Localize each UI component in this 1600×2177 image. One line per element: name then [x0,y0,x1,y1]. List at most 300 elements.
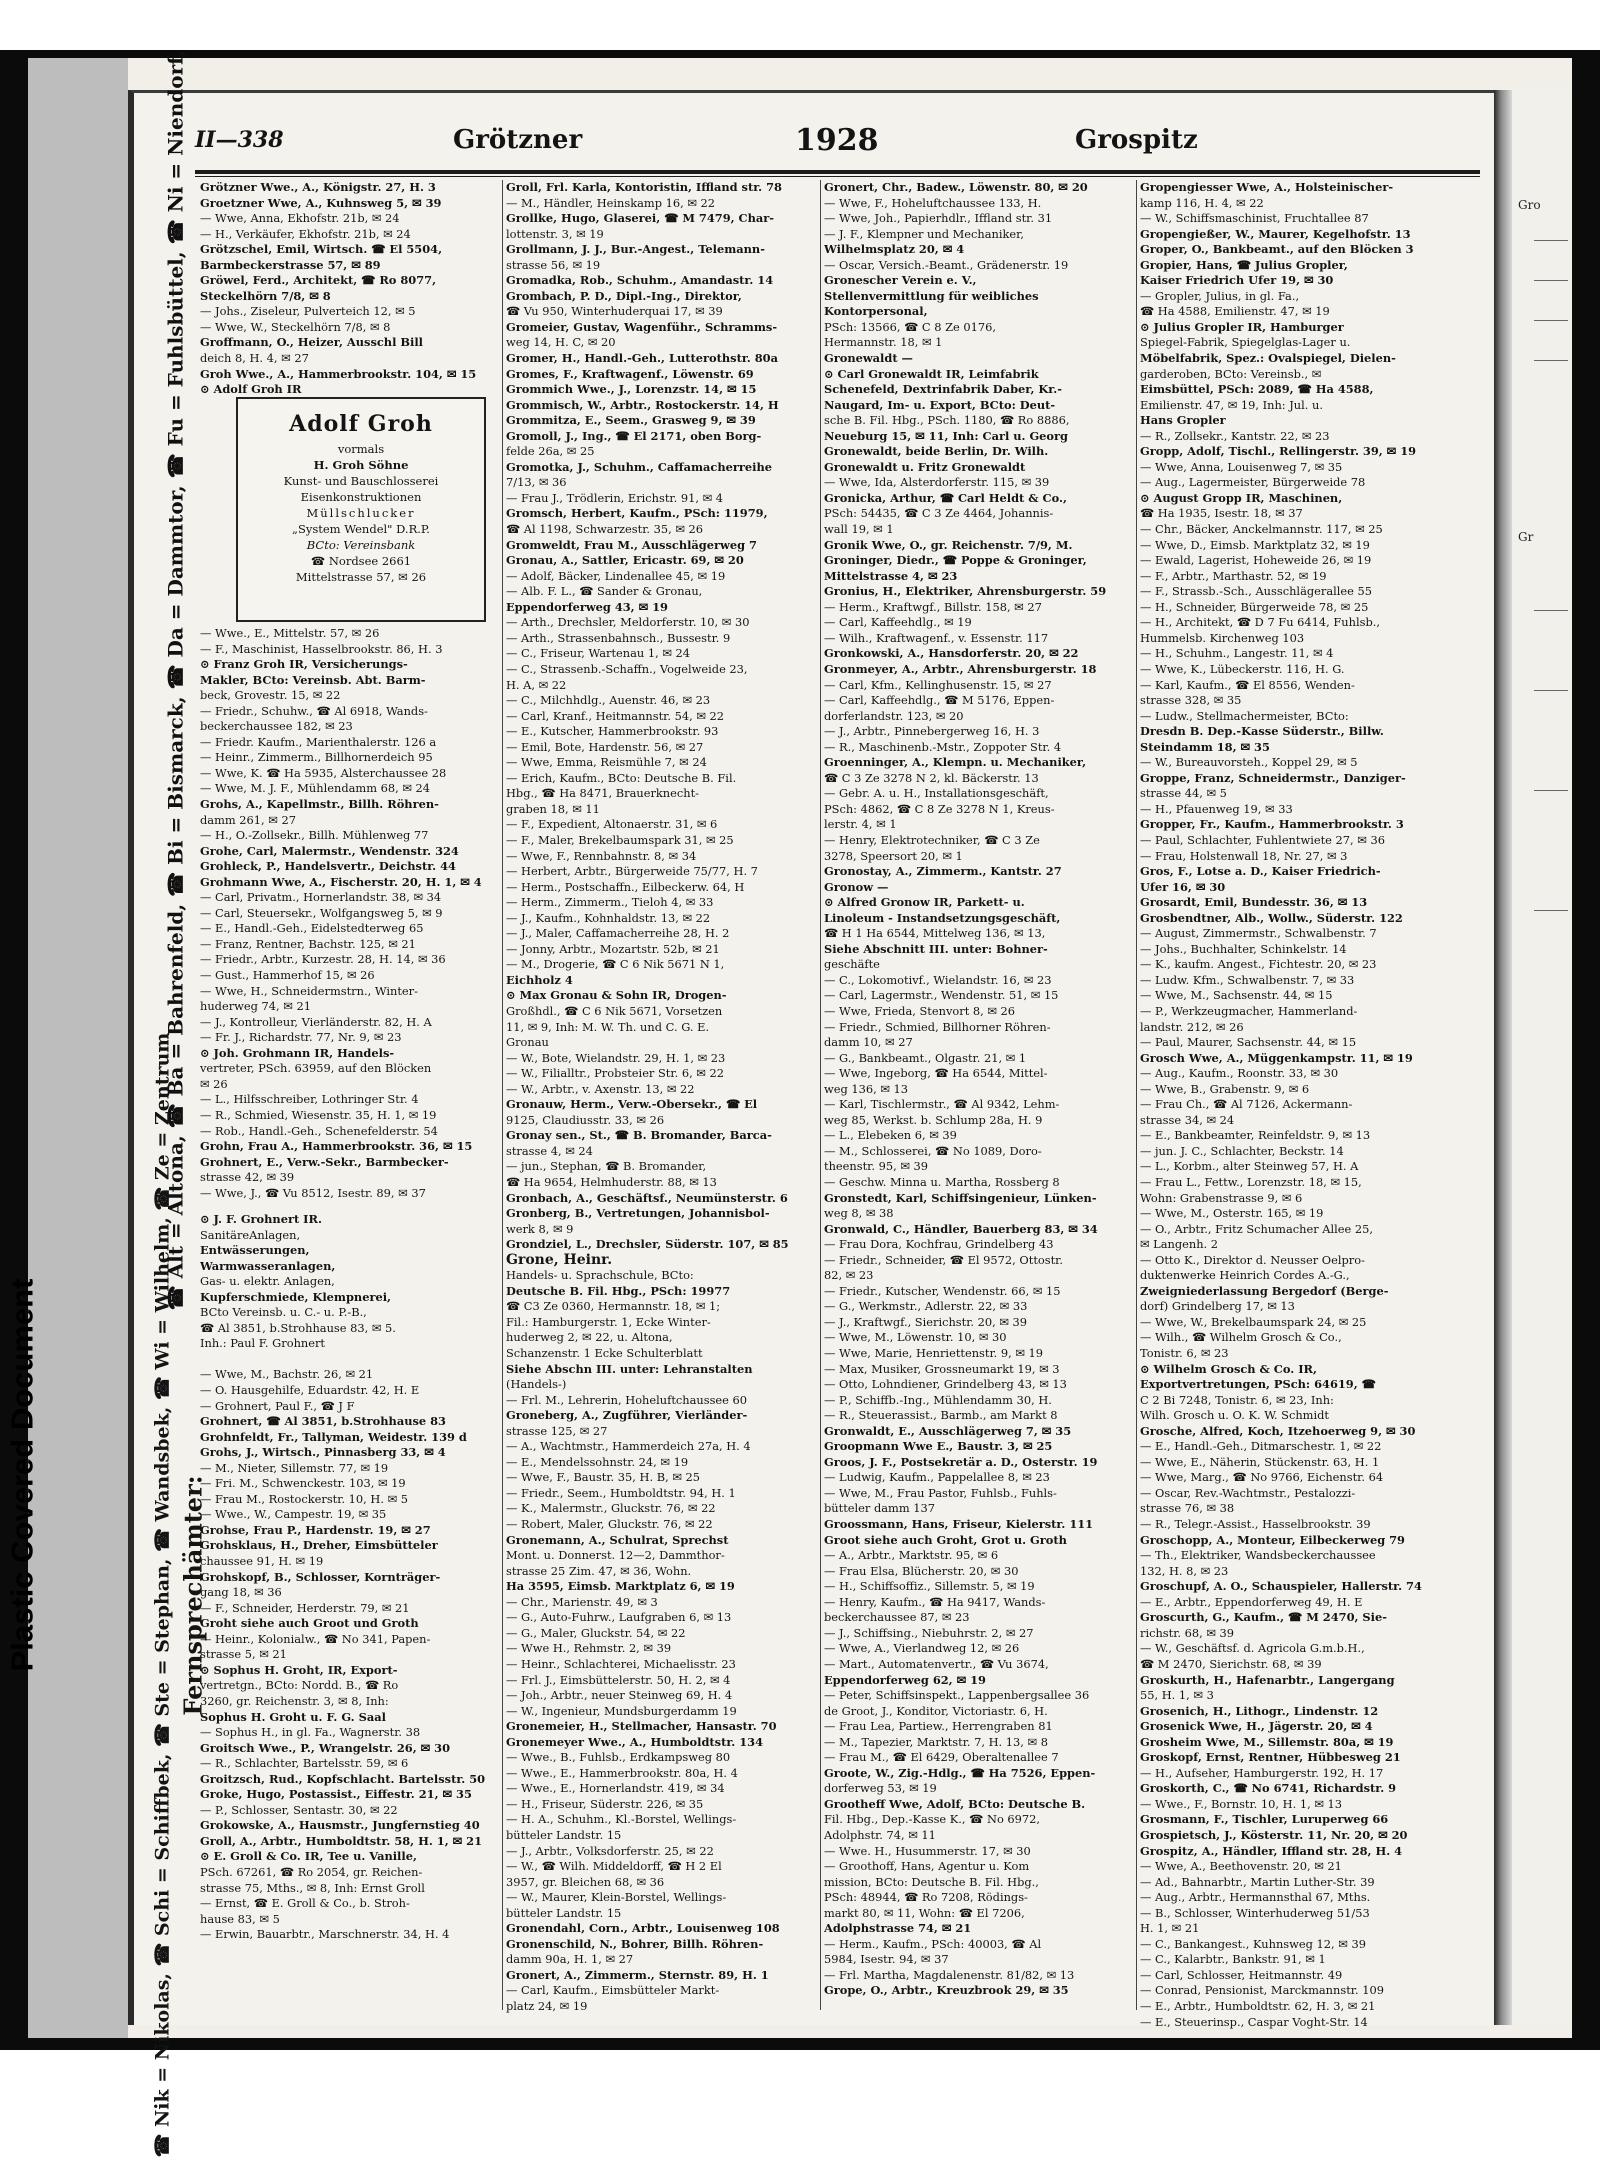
directory-entry: Groopmann Wwe E., Baustr. 3, ✉ 25 [824,1439,1053,1454]
directory-entry: Grokowske, A., Hausmstr., Jungfernstieg 40 [200,1818,480,1833]
directory-entry: Grope, O., Arbtr., Kreuzbrook 29, ✉ 35 [824,1983,1069,1998]
directory-entry: Groossmann, Hans, Friseur, Kielerstr. 111 [824,1517,1094,1532]
directory-entry: Gronbach, A., Geschäftsf., Neumünsterstr. 6 [506,1190,788,1205]
directory-entry: markt 80, ✉ 11, Wohn: ☎ El 7206, [824,1905,1025,1920]
directory-entry: — Ludw., Stellmachermeister, BCto: [1140,708,1349,723]
directory-entry: ☎ Al 3851, b.Strohhause 83, ✉ 5. [200,1320,396,1335]
directory-entry: — F., Strassb.-Sch., Ausschlägerallee 55 [1140,584,1373,599]
directory-entry: PSch: 48944, ☎ Ro 7208, Rödings- [824,1890,1028,1905]
column-2 [506,180,816,2015]
directory-entry: Gronostay, A., Zimmerm., Kantstr. 27 [824,864,1062,879]
directory-entry: — Max, Musiker, Grossneumarkt 19, ✉ 3 [824,1361,1060,1376]
directory-entry: weg 14, H. C, ✉ 20 [506,335,616,350]
directory-entry: ⊙ August Gropp IR, Maschinen, [1140,490,1343,505]
directory-entry: — W., Filialltr., Probsteier Str. 6, ✉ 22 [506,1066,724,1081]
side-watermark-label [2,1225,42,1725]
directory-entry: — Frl. Martha, Magdalenenstr. 81/82, ✉ 13 [824,1967,1075,1982]
directory-entry: hause 83, ✉ 5 [200,1911,280,1926]
adjacent-page-fragment: Gr [1518,530,1534,544]
directory-entry: — Wwe, D., Eimsb. Marktplatz 32, ✉ 19 [1140,537,1370,552]
directory-entry: Eimsbüttel, PSch: 2089, ☎ Ha 4588, [1140,382,1374,397]
directory-entry: — H., Schiffsoffiz., Sillemstr. 5, ✉ 19 [824,1579,1035,1594]
directory-entry: ⊙ Carl Gronewaldt IR, Leimfabrik [824,366,1039,381]
directory-entry: Gropper, Fr., Kaufm., Hammerbrookstr. 3 [1140,817,1404,832]
directory-entry: Gromsch, Herbert, Kaufm., PSch: 11979, [506,506,768,521]
directory-entry: Kontorpersonal, [824,304,928,319]
directory-entry: Gröwel, Ferd., Architekt, ☎ Ro 8077, [200,273,437,288]
directory-entry: — F., Schneider, Herderstr. 79, ✉ 21 [200,1600,410,1615]
directory-entry: — C., Kalarbtr., Bankstr. 91, ✉ 1 [1140,1952,1326,1967]
directory-entry: — M., Drogerie, ☎ C 6 Nik 5671 N 1, [506,957,725,972]
directory-entry: Grommisch, W., Arbtr., Rostockerstr. 14, H [506,397,779,412]
directory-entry: — O., Arbtr., Fritz Schumacher Allee 25, [1140,1221,1374,1236]
directory-entry: Groht siehe auch Groot und Groth [200,1616,419,1631]
directory-entry: — Paul, Maurer, Sachsenstr. 44, ✉ 15 [1140,1035,1357,1050]
directory-entry: 5984, Isestr. 94, ✉ 37 [824,1952,949,1967]
directory-entry: Grosche, Alfred, Koch, Itzehoerweg 9, ✉ 30 [1140,1423,1416,1438]
directory-entry: Grohmann Wwe, A., Fischerstr. 20, H. 1, ✉ 4 [200,874,482,889]
directory-entry: — B., Schlosser, Winterhuderweg 51/53 [1140,1905,1370,1920]
directory-entry: Groskopf, Ernst, Rentner, Hübbesweg 21 [1140,1750,1401,1765]
directory-entry: — P., Schiffb.-Ing., Mühlendamm 30, H. [824,1392,1052,1407]
directory-entry: Grommitza, E., Seem., Grasweg 9, ✉ 39 [506,413,756,428]
directory-entry: — Wwe, Frieda, Stenvort 8, ✉ 26 [824,1003,1016,1018]
directory-entry: Fil.: Hamburgerstr. 1, Ecke Winter- [506,1314,711,1329]
directory-entry: — Wwe, Anna, Louisenweg 7, ✉ 35 [1140,459,1343,474]
directory-entry: — Frl. M., Lehrerin, Hoheluftchaussee 60 [506,1392,748,1407]
directory-entry: Gronow — [824,879,889,894]
directory-entry: strasse 75, Mths., ✉ 8, Inh: Ernst Groll [200,1880,425,1895]
directory-entry: — L., Hilfsschreiber, Lothringer Str. 4 [200,1092,419,1107]
directory-entry: — Wwe, K. ☎ Ha 5935, Alsterchaussee 28 [200,765,447,780]
directory-entry: — jun. J. C., Schlachter, Beckstr. 14 [1140,1143,1344,1158]
directory-entry: — Wwe, M., Osterstr. 165, ✉ 19 [1140,1206,1324,1221]
directory-entry: 11, ✉ 9, Inh: M. W. Th. und C. G. E. [506,1019,710,1034]
directory-entry: — Ludwig, Kaufm., Pappelallee 8, ✉ 23 [824,1470,1050,1485]
directory-entry: — C., Milchhdlg., Auenstr. 46, ✉ 23 [506,693,711,708]
directory-entry: Gronkowski, A., Hansdorferstr. 20, ✉ 22 [824,646,1079,661]
directory-entry: — Friedr. Kaufm., Marienthalerstr. 126 a [200,734,437,749]
advertisement-box [236,397,486,622]
directory-entry: — R., Zollsekr., Kantstr. 22, ✉ 23 [1140,428,1330,443]
directory-entry: — Joh., Arbtr., neuer Steinweg 69, H. 4 [506,1688,733,1703]
directory-entry: Groh Wwe., A., Hammerbrookstr. 104, ✉ 15 [200,366,477,381]
directory-entry: Gronmeyer, A., Arbtr., Ahrensburgerstr. 18 [824,661,1097,676]
directory-entry: — Wwe., E., Hornerlandstr. 419, ✉ 34 [506,1781,725,1796]
directory-entry: weg 136, ✉ 13 [824,1081,909,1096]
directory-entry: Entwässerungen, [200,1243,310,1258]
directory-entry: — Frau Ch., ☎ Al 7126, Ackermann- [1140,1097,1353,1112]
directory-entry: — Oscar, Rev.-Wachtmstr., Pestalozzi- [1140,1485,1356,1500]
directory-entry: — L., Korbm., alter Steinweg 57, H. A [1140,1159,1359,1174]
directory-entry: — H., Schneider, Bürgerweide 78, ✉ 25 [1140,599,1369,614]
ad-line: Müllschlucker [306,506,416,520]
header-last-word: Grospitz [1075,125,1198,155]
directory-entry: — Aug., Lagermeister, Bürgerweide 78 [1140,475,1366,490]
directory-entry: — H., Pfauenweg 19, ✉ 33 [1140,801,1293,816]
directory-entry: — Wwe, A., Beethovenstr. 20, ✉ 21 [1140,1859,1342,1874]
directory-entry: Gromoll, J., Ing., ☎ El 2171, oben Borg- [506,428,762,443]
directory-entry: — Th., Elektriker, Wandsbeckerchaussee [1140,1548,1376,1563]
directory-entry: — Frl. J., Eimsbüttelerstr. 50, H. 2, ✉ 4 [506,1672,731,1687]
directory-entry: Grohsklaus, H., Dreher, Eimsbütteler [200,1538,438,1553]
directory-entry: Ha 3595, Eimsb. Marktplatz 6, ✉ 19 [506,1579,735,1594]
directory-entry: — P., Werkzeugmacher, Hammerland- [1140,1003,1358,1018]
directory-entry: Stellenvermittlung für weibliches [824,288,1039,303]
directory-entry: — Wwe., B., Fuhlsb., Erdkampsweg 80 [506,1750,731,1765]
directory-entry: Gronenschild, N., Bohrer, Billh. Röhren- [506,1936,764,1951]
directory-entry: Wilhelmsplatz 20, ✉ 4 [824,242,965,257]
directory-entry: — F., Maler, Brekelbaumspark 31, ✉ 25 [506,832,734,847]
directory-entry: — Heinr., Schlachterei, Michaelisstr. 23 [506,1656,736,1671]
directory-entry: — Wwe, E., Näherin, Stückenstr. 63, H. 1 [1140,1454,1380,1469]
directory-entry: — Carl, Privatm., Hornerlandstr. 38, ✉ 34 [200,890,442,905]
directory-entry: de Groot, J., Konditor, Victoriastr. 6, H. [824,1703,1048,1718]
directory-entry: Steindamm 18, ✉ 35 [1140,739,1270,754]
column-1-middle [200,626,496,1201]
directory-entry: — E., Arbtr., Humboldtstr. 62, H. 3, ✉ 21 [1140,1998,1376,2013]
header-rule [195,170,1480,174]
directory-entry: Gronewaldt, beide Berlin, Dr. Wilh. [824,444,1049,459]
directory-entry: — W., Arbtr., v. Axenstr. 13, ✉ 22 [506,1081,695,1096]
directory-entry: Neueburg 15, ✉ 11, Inh: Carl u. Georg [824,428,1068,443]
ad-line: Mittelstrasse 57, ✉ 26 [295,570,427,584]
directory-entry: — Ernst, ☎ E. Groll & Co., b. Stroh- [200,1896,410,1911]
directory-entry: Adolphstr. 74, ✉ 11 [824,1827,936,1842]
directory-entry: Fil. Hbg., Dep.-Kasse K., ☎ No 6972, [824,1812,1041,1827]
directory-entry: PSch: 13566, ☎ C 8 Ze 0176, [824,319,997,334]
directory-entry: — Wwe., E., Mittelstr. 57, ✉ 26 [200,626,380,640]
adjacent-page-rule [1534,790,1568,791]
directory-entry: vertreter, PSch. 63959, auf den Blöcken [200,1061,432,1076]
directory-entry: — E., Handl.-Geh., Ditmarschestr. 1, ✉ 22 [1140,1439,1382,1454]
directory-entry: Gas- u. elektr. Anlagen, [200,1274,335,1289]
directory-entry: Gronewaldt — [824,351,913,366]
directory-entry: SanitäreAnlagen, [200,1227,301,1242]
adjacent-page-rule [1534,240,1568,241]
directory-entry: — Conrad, Pensionist, Marckmannstr. 109 [1140,1983,1384,1998]
directory-entry: weg 8, ✉ 38 [824,1206,894,1221]
directory-entry: Hbg., ☎ Ha 8471, Brauerknecht- [506,786,700,801]
directory-entry: 3957, gr. Bleichen 68, ✉ 36 [506,1874,665,1889]
directory-entry: Groetzner Wwe, A., Kuhnsweg 5, ✉ 39 [200,195,442,210]
directory-entry: — Wwe, M., Bachstr. 26, ✉ 21 [200,1367,374,1382]
directory-entry: ☎ Ha 4588, Emilienstr. 47, ✉ 19 [1140,304,1330,319]
directory-entry: — Wwe, A., Vierlandweg 12, ✉ 26 [824,1641,1020,1656]
directory-entry: — J., Schiffsing., Niebuhrstr. 2, ✉ 27 [824,1625,1034,1640]
directory-entry: Hermannstr. 18, ✉ 1 [824,335,943,350]
directory-entry: — J., Kaufm., Kohnhaldstr. 13, ✉ 22 [506,910,711,925]
directory-entry: kamp 116, H. 4, ✉ 22 [1140,195,1264,210]
directory-entry: Grohs, A., Kapellmstr., Billh. Röhren- [200,797,439,812]
directory-entry: Groninger, Diedr., ☎ Poppe & Groninger, [824,553,1087,568]
directory-entry: strasse 125, ✉ 27 [506,1423,608,1438]
directory-entry: Gronescher Verein e. V., [824,273,977,288]
directory-entry: gang 18, ✉ 36 [200,1585,282,1600]
directory-entry: strasse 42, ✉ 39 [200,1170,295,1185]
directory-entry: — Friedr., Arbtr., Kurzestr. 28, H. 14, ✉ 36 [200,952,446,967]
directory-entry: Grohleck, P., Handelsvertr., Deichstr. 44 [200,859,456,874]
directory-entry: Gronau [506,1035,549,1050]
directory-entry: theenstr. 95, ✉ 39 [824,1159,928,1174]
directory-entry: — Wwe, Marg., ☎ No 9766, Eichenstr. 64 [1140,1470,1384,1485]
directory-entry: Gronert, Chr., Badew., Löwenstr. 80, ✉ 20 [824,180,1088,194]
directory-entry: — Paul, Schlachter, Fuhlentwiete 27, ✉ 36 [1140,832,1385,847]
directory-entry: — Mart., Automatenvertr., ☎ Vu 3674, [824,1656,1049,1671]
directory-entry: — Friedr., Schmied, Billhorner Röhren- [824,1019,1051,1034]
directory-entry: — Carl, Kfm., Kellinghusenstr. 15, ✉ 27 [824,677,1052,692]
directory-entry: — Herm., Postschaffn., Eilbeckerw. 64, H [506,879,745,894]
directory-entry: Gronius, H., Elektriker, Ahrensburgerstr. 59 [824,584,1107,599]
directory-entry: — H., Aufseher, Hamburgerstr. 192, H. 17 [1140,1765,1384,1780]
directory-entry: Spiegel-Fabrik, Spiegelglas-Lager u. [1140,335,1351,350]
directory-entry: — Wwe., E., Hammerbrookstr. 80a, H. 4 [506,1765,738,1780]
directory-entry: Groenninger, A., Klempn. u. Mechaniker, [824,755,1087,770]
directory-entry: — Wwe, W., Steckelhörn 7/8, ✉ 8 [200,319,391,334]
directory-entry: Siehe Abschnitt III. unter: Bohner- [824,941,1048,956]
ad-line: vormals [337,442,385,456]
directory-entry: Grohnert, E., Verw.-Sekr., Barmbecker- [200,1154,449,1169]
directory-entry: — Wwe, Anna, Ekhofstr. 21b, ✉ 24 [200,211,400,226]
directory-entry: Gronemeier, H., Stellmacher, Hansastr. 70 [506,1719,777,1734]
directory-entry: bütteler Landstr. 15 [506,1827,622,1842]
directory-entry: — F., Arbtr., Marthastr. 52, ✉ 19 [1140,568,1327,583]
directory-entry: — G., Werkmstr., Adlerstr. 22, ✉ 33 [824,1299,1028,1314]
exchange-legend-upper-text: ☎ Alt = Altona, ☎ Ba = Bahrenfeld, ☎ Bi = Bismarck, ☎ Da = Dammtor, ☎ Fu = Fuhlsbüttel, ☎ Ni = Niendorf, [163,49,188,1311]
column-divider [1136,180,1137,2010]
directory-entry: — Wwe, W., Brekelbaumspark 24, ✉ 25 [1140,1314,1367,1329]
directory-entry: — M., Händler, Heinskamp 16, ✉ 22 [506,195,716,210]
ad-line: „System Wendel" D.R.P. [292,522,430,536]
directory-entry: Gronendahl, Corn., Arbtr., Louisenweg 108 [506,1921,780,1936]
directory-entry: — E., Handl.-Geh., Eidelstedterweg 65 [200,921,424,936]
directory-entry: — Wwe, F., Baustr. 35, H. B, ✉ 25 [506,1470,700,1485]
directory-entry: Wilh. Grosch u. O. K. W. Schmidt [1140,1408,1329,1423]
directory-entry: strasse 25 Zim. 47, ✉ 36, Wohn. [506,1563,692,1578]
directory-entry: — Chr., Bäcker, Anckelmannstr. 117, ✉ 25 [1140,522,1383,537]
directory-entry: BCto Vereinsb. u. C.- u. P.-B., [200,1305,367,1320]
directory-entry: Gronewaldt u. Fritz Gronewaldt [824,459,1026,474]
scan-left-margin [28,58,128,2038]
directory-entry: — E., Steuerinsp., Caspar Voght-Str. 14 [1140,2014,1368,2029]
directory-entry: beck, Grovestr. 15, ✉ 22 [200,688,341,703]
directory-entry: ✉ 26 [200,1076,228,1091]
column-1-bottom [200,1212,496,1943]
directory-entry: — Wilh., ☎ Wilhelm Grosch & Co., [1140,1330,1342,1345]
directory-entry: — Chr., Marienstr. 49, ✉ 3 [506,1594,658,1609]
directory-entry: Wohn: Grabenstrasse 9, ✉ 6 [1140,1190,1303,1205]
directory-entry: Groll, Frl. Karla, Kontoristin, Iffland str. 78 [506,180,782,194]
directory-entry: — Frau M., ☎ El 6429, Oberaltenallee 7 [824,1750,1059,1765]
directory-entry: Gromeier, Gustav, Wagenführ., Schramms- [506,319,778,334]
directory-entry: — Wwe, M. J. F., Mühlendamm 68, ✉ 24 [200,781,431,796]
directory-entry: — Wilh., Kraftwagenf., v. Essenstr. 117 [824,630,1049,645]
header-rule-thin [195,176,1480,177]
directory-entry: 55, H. 1, ✉ 3 [1140,1688,1214,1703]
directory-entry: — Wwe H., Rehmstr. 2, ✉ 39 [506,1641,672,1656]
directory-entry: PSch: 4862, ☎ C 8 Ze 3278 N 1, Kreus- [824,801,1055,816]
directory-entry: Grospietsch, J., Kösterstr. 11, Nr. 20, ✉ 20 [1140,1827,1408,1842]
directory-entry: 3260, gr. Reichenstr. 3, ✉ 8, Inh: [200,1693,389,1708]
directory-entry: — Johs., Buchhalter, Schinkelstr. 14 [1140,941,1347,956]
directory-entry: — Wwe, Marie, Henriettenstr. 9, ✉ 19 [824,1346,1044,1361]
directory-entry: ☎ Vu 950, Winterhuderquai 17, ✉ 39 [506,304,723,319]
directory-entry: Gronemann, A., Schulrat, Sprechst [506,1532,729,1547]
directory-entry: Gropier, Hans, ☎ Julius Gropler, [1140,257,1348,272]
directory-entry: — E., Arbtr., Eppendorferweg 49, H. E [1140,1594,1363,1609]
directory-entry: strasse 4, ✉ 24 [506,1143,593,1158]
directory-entry: — Frau M., Rostockerstr. 10, H. ✉ 5 [200,1491,408,1506]
directory-entry: dorferlandstr. 123, ✉ 20 [824,708,964,723]
directory-entry: Gros, F., Lotse a. D., Kaiser Friedrich- [1140,864,1381,879]
directory-entry: — Erwin, Bauarbtr., Marschnerstr. 34, H. 4 [200,1927,450,1942]
directory-entry: ✉ Langenh. 2 [1140,1237,1219,1252]
directory-entry: Kupferschmiede, Klempnerei, [200,1289,392,1304]
directory-entry: ⊙ Adolf Groh IR [200,382,302,397]
directory-entry: Gronert, A., Zimmerm., Sternstr. 89, H. 1 [506,1967,769,1982]
directory-entry: C 2 Bi 7248, Tonistr. 6, ✉ 23, Inh: [1140,1392,1334,1407]
directory-entry: ☎ C3 Ze 0360, Hermannstr. 18, ✉ 1; [506,1299,721,1314]
directory-entry: ☎ C 3 Ze 3278 N 2, kl. Bäckerstr. 13 [824,770,1039,785]
column-divider [820,180,821,2010]
directory-entry: Gronauw, Herm., Verw.-Obersekr., ☎ El [506,1097,758,1112]
directory-entry: geschäfte [824,957,880,972]
directory-entry: — W., Maurer, Klein-Borstel, Wellings- [506,1890,727,1905]
directory-entry: — Henry, Elektrotechniker, ☎ C 3 Ze [824,832,1040,847]
directory-entry: Ufer 16, ✉ 30 [1140,879,1226,894]
directory-entry: Gronwald, C., Händler, Bauerberg 83, ✉ 34 [824,1221,1098,1236]
directory-entry: — Aug., Kaufm., Roonstr. 33, ✉ 30 [1140,1066,1339,1081]
directory-entry: — Karl, Tischlermstr., ☎ Al 9342, Lehm- [824,1097,1060,1112]
directory-entry: — J. F., Klempner und Mechaniker, [824,226,1024,241]
directory-entry: lottenstr. 3, ✉ 19 [506,226,604,241]
directory-entry: — Otto K., Direktor d. Neusser Oelpro- [1140,1252,1365,1267]
directory-entry: Groll, A., Arbtr., Humboldtstr. 58, H. 1, ✉ 21 [200,1833,483,1848]
directory-entry: Zweigniederlassung Bergedorf (Berge- [1140,1283,1389,1298]
directory-entry: — W., Bote, Wielandstr. 29, H. 1, ✉ 23 [506,1050,726,1065]
directory-entry: — G., Bankbeamt., Olgastr. 21, ✉ 1 [824,1050,1027,1065]
directory-entry: — M., Nieter, Sillemstr. 77, ✉ 19 [200,1460,389,1475]
directory-entry: ⊙ Sophus H. Groht, IR, Export- [200,1662,398,1677]
directory-entry: — Herm., Kraftwgf., Billstr. 158, ✉ 27 [824,599,1042,614]
directory-entry: — F., Expedient, Altonaerstr. 31, ✉ 6 [506,817,718,832]
adjacent-page-rule [1534,280,1568,281]
directory-entry: — G., Auto-Fuhrw., Laufgraben 6, ✉ 13 [506,1610,732,1625]
ad-line: Eisenkonstruktionen [300,490,422,504]
directory-entry: Groote, W., Zig.-Hdlg., ☎ Ha 7526, Eppen- [824,1765,1096,1780]
directory-entry: Gropengiesser Wwe, A., Holsteinischer- [1140,180,1394,194]
directory-entry: — Sophus H., in gl. Fa., Wagnerstr. 38 [200,1725,421,1740]
directory-entry: — C., Friseur, Wartenau 1, ✉ 24 [506,646,691,661]
directory-entry: — W., Schiffsmaschinist, Fruchtallee 87 [1140,211,1369,226]
directory-entry: — Wwe, Joh., Papierhdlr., Iffland str. 31 [824,211,1053,226]
directory-entry: — Wwe, H., Schneidermstrn., Winter- [200,983,418,998]
directory-entry: — Ewald, Lagerist, Hoheweide 26, ✉ 19 [1140,553,1372,568]
directory-entry: Gronau, A., Sattler, Ericastr. 69, ✉ 20 [506,553,744,568]
directory-entry: beckerchaussee 87, ✉ 23 [824,1610,970,1625]
directory-entry: Groper, O., Bankbeamt., auf den Blöcken 3 [1140,242,1414,257]
directory-entry: Gromadka, Rob., Schuhm., Amandastr. 14 [506,273,774,288]
directory-entry: — R., Steuerassist., Barmb., am Markt 8 [824,1408,1058,1423]
directory-entry: Gromweldt, Frau M., Ausschlägerweg 7 [506,537,757,552]
directory-entry: Groschupf, A. O., Schauspieler, Hallerstr. 74 [1140,1579,1422,1594]
directory-entry: — Ad., Bahnarbtr., Martin Luther-Str. 39 [1140,1874,1375,1889]
directory-entry: — jun., Stephan, ☎ B. Bromander, [506,1159,707,1174]
directory-entry: ☎ M 2470, Sierichstr. 68, ✉ 39 [1140,1656,1322,1671]
directory-entry: Groneberg, A., Zugführer, Vierländer- [506,1408,748,1423]
directory-entry: PSch. 67261, ☎ Ro 2054, gr. Reichen- [200,1864,423,1879]
adjacent-page-rule [1534,320,1568,321]
directory-entry: ⊙ Max Gronau & Sohn IR, Drogen- [506,988,727,1003]
directory-entry: Groitzsch, Rud., Kopfschlacht. Bartelsstr. 50 [200,1771,486,1786]
directory-entry: — Peter, Schiffsinspekt., Lappenbergsallee 36 [824,1688,1090,1703]
ad-line: Kunst- und Bauschlosserei [283,474,439,488]
directory-entry: — Herm., Zimmerm., Tieloh 4, ✉ 33 [506,895,714,910]
directory-entry: — Arth., Drechsler, Meldorferstr. 10, ✉ 30 [506,615,750,630]
directory-entry: Groitsch Wwe., P., Wrangelstr. 26, ✉ 30 [200,1740,451,1755]
directory-entry: — Wwe, Ida, Alsterdorferstr. 115, ✉ 39 [824,475,1050,490]
directory-entry: — Aug., Arbtr., Hermannsthal 67, Mths. [1140,1890,1371,1905]
directory-entry: Emilienstr. 47, ✉ 19, Inh: Jul. u. [1140,397,1323,412]
directory-entry: strasse 34, ✉ 24 [1140,1112,1235,1127]
directory-entry: Groke, Hugo, Postassist., Eiffestr. 21, ✉ 35 [200,1787,472,1802]
directory-entry: Kaiser Friedrich Ufer 19, ✉ 30 [1140,273,1334,288]
directory-entry: — C., Strassenb.-Schaffn., Vogelweide 23, [506,661,748,676]
directory-entry: — Herbert, Arbtr., Bürgerweide 75/77, H. 7 [506,864,758,879]
directory-entry: Grosardt, Emil, Bundesstr. 36, ✉ 13 [1140,895,1368,910]
exchange-legend-middle [145,1032,180,2158]
directory-entry: — K., kaufm. Angest., Fichtestr. 20, ✉ 23 [1140,957,1377,972]
directory-entry: mission, BCto: Deutsche B. Fil. Hbg., [824,1874,1039,1889]
exchange-legend-upper [158,49,193,1311]
directory-entry: Groskurth, H., Hafenarbtr., Langergang [1140,1672,1395,1687]
header-first-word: Grötzner [453,125,583,155]
directory-entry: — R., Maschinenb.-Mstr., Zoppoter Str. 4 [824,739,1062,754]
directory-entry: Gronberg, B., Vertretungen, Johannisbol- [506,1206,770,1221]
directory-entry: Grosmann, F., Tischler, Luruperweg 66 [1140,1812,1389,1827]
directory-entry: Grohs, J., Wirtsch., Pinnasberg 33, ✉ 4 [200,1445,446,1460]
directory-entry: werk 8, ✉ 9 [506,1221,574,1236]
directory-entry: huderweg 74, ✉ 21 [200,999,311,1014]
directory-entry: Groffmann, O., Heizer, Ausschl Bill [200,335,423,350]
directory-entry: strasse 44, ✉ 5 [1140,786,1227,801]
directory-entry: — Groothoff, Hans, Agentur u. Kom [824,1859,1030,1874]
directory-entry: — K., Malermstr., Gluckstr. 76, ✉ 22 [506,1501,716,1516]
directory-entry: ⊙ Franz Groh IR, Versicherungs- [200,657,408,672]
directory-entry: — W., Ingenieur, Mundsburgerdamm 19 [506,1703,737,1718]
directory-entry: — M., Schlosserei, ☎ No 1089, Doro- [824,1143,1042,1158]
directory-entry: — Rob., Handl.-Geh., Schenefelderstr. 54 [200,1123,438,1138]
directory-entry: Möbelfabrik, Spez.: Ovalspiegel, Dielen- [1140,351,1396,366]
directory-entry: — Wwe., F., Bornstr. 10, H. 1, ✉ 13 [1140,1796,1342,1811]
directory-entry: richstr. 68, ✉ 39 [1140,1625,1235,1640]
directory-entry: Grohskopf, B., Schlosser, Kornträger- [200,1569,441,1584]
directory-entry: — Friedr., Seem., Humboldtstr. 94, H. 1 [506,1485,736,1500]
directory-entry: strasse 56, ✉ 19 [506,257,601,272]
header-year: 1928 [795,123,879,158]
column-1-top [200,180,496,398]
directory-entry: — H., Architekt, ☎ D 7 Fu 6414, Fuhlsb., [1140,615,1380,630]
directory-entry: — R., Schmied, Wiesenstr. 35, H. 1, ✉ 19 [200,1107,437,1122]
directory-entry: strasse 328, ✉ 35 [1140,693,1242,708]
directory-entry: bütteler Landstr. 15 [506,1905,622,1920]
directory-entry: — Wwe, Ingeborg, ☎ Ha 6544, Mittel- [824,1066,1048,1081]
directory-entry: — H., Verkäufer, Ekhofstr. 21b, ✉ 24 [200,226,411,241]
directory-entry: dorferweg 53, ✉ 19 [824,1781,937,1796]
directory-entry: Grommich Wwe., J., Lorenzstr. 14, ✉ 15 [506,382,757,397]
directory-entry: Grosch Wwe, A., Müggenkampstr. 11, ✉ 19 [1140,1050,1413,1065]
directory-entry: Grollke, Hugo, Glaserei, ☎ M 7479, Char- [506,211,775,226]
